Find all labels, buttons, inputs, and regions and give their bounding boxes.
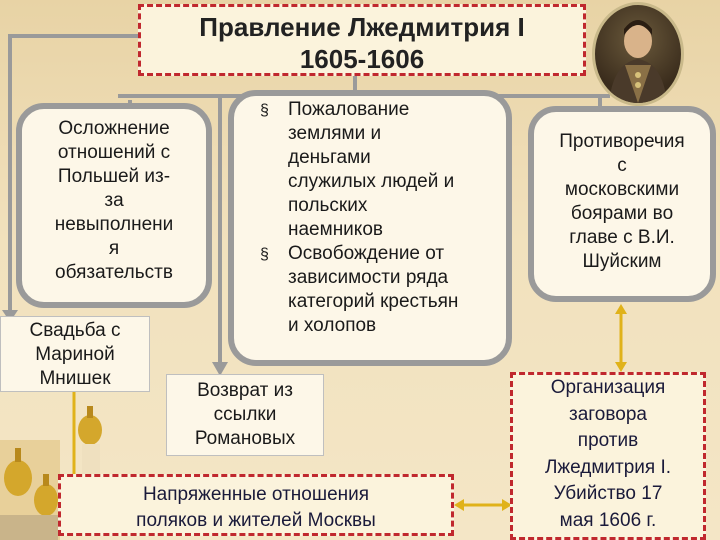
box-measures <box>228 90 512 366</box>
text-line: против <box>577 430 639 451</box>
text-line: отношений с <box>57 142 171 163</box>
text-line: Романовых <box>194 428 296 449</box>
arrow-head-down <box>615 362 627 372</box>
text-line: Возврат из <box>197 380 293 401</box>
text-line: категорий крестьян <box>288 291 459 312</box>
text-line: за <box>104 190 124 211</box>
text-line: зависимости ряда <box>288 267 449 288</box>
bullet-icon: § <box>260 246 269 263</box>
bullet-icon: § <box>260 102 269 119</box>
text-line: Лжедмитрия I. <box>544 456 672 478</box>
text-line: мая 1606 г. <box>559 509 657 531</box>
text-line: Мариной <box>35 344 115 365</box>
text-line: Мнишек <box>39 368 111 389</box>
text-line: ссылки <box>213 404 277 425</box>
text-line: наемников <box>288 219 383 240</box>
text-line: московскими <box>564 179 680 200</box>
text-line: поляков и жителей Москвы <box>136 510 376 531</box>
text-line: главе с В.И. <box>569 227 675 248</box>
arrow-head-up <box>615 304 627 314</box>
text-line: Напряженные отношения <box>142 484 370 505</box>
list-item <box>244 98 498 242</box>
arrow-wedding-tension <box>58 392 74 480</box>
measures-list <box>244 98 498 338</box>
text-line: Противоречия <box>559 131 685 152</box>
text-line: невыполнени <box>54 214 174 235</box>
box-boyars-conflict <box>528 106 716 302</box>
text-line: Шуйским <box>582 251 662 272</box>
box-conspiracy <box>510 372 706 540</box>
list-item <box>244 242 498 338</box>
box-wedding <box>0 316 150 392</box>
box-romanovs-return <box>166 374 324 456</box>
text-line: польских <box>288 195 368 216</box>
text-line: Осложнение <box>58 118 170 139</box>
text-line: боярами во <box>570 203 674 224</box>
text-line: Организация <box>550 377 666 398</box>
text-line: заговора <box>569 403 647 425</box>
text-line: с <box>617 155 627 176</box>
portrait-icon <box>592 2 684 106</box>
text-line: землями и <box>288 123 382 144</box>
text-line: я <box>108 238 120 259</box>
text-line: обязательств <box>55 262 173 283</box>
text-line: Свадьба с <box>29 320 121 341</box>
arrow-head-left <box>454 499 464 511</box>
page-title-years: 1605-1606 <box>299 44 425 74</box>
text-line: Убийство 17 <box>553 483 663 504</box>
text-line: Польшей из- <box>57 166 171 187</box>
box-tension <box>58 474 454 536</box>
page-title: Правление Лжедмитрия I <box>199 12 525 42</box>
text-line: служилых людей и <box>288 171 455 192</box>
text-line: и холопов <box>288 315 377 336</box>
text-line: Освобождение от <box>288 243 445 264</box>
text-line: деньгами <box>288 147 371 168</box>
title-box <box>138 4 586 76</box>
text-line: Пожалование <box>288 99 410 120</box>
box-poland-relations <box>16 103 212 308</box>
